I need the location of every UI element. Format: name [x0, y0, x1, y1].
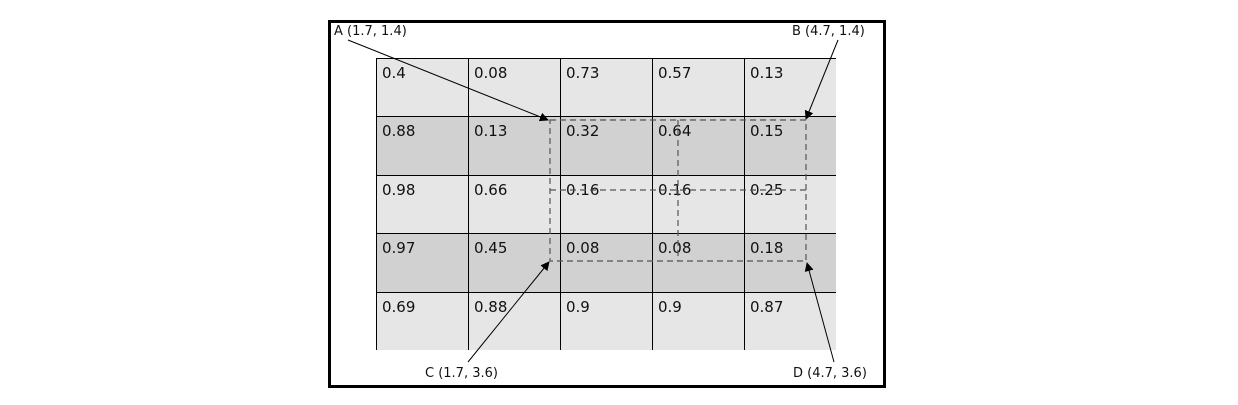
- corner-label-d: D (4.7, 3.6): [793, 366, 867, 381]
- grid-cell: 0.13: [468, 116, 560, 174]
- arrow-a: [348, 40, 548, 120]
- grid-cell: 0.57: [652, 58, 744, 116]
- grid-cell: 0.9: [652, 292, 744, 350]
- arrows: [348, 40, 838, 362]
- grid-cell: 0.88: [468, 292, 560, 350]
- grid-cell: 0.9: [560, 292, 652, 350]
- grid-cell: 0.08: [468, 58, 560, 116]
- interpolation-box: [550, 120, 806, 261]
- grid-cell: 0.13: [744, 58, 836, 116]
- grid-cell: 0.16: [560, 175, 652, 233]
- grid-cell: 0.73: [560, 58, 652, 116]
- corner-label-a: A (1.7, 1.4): [334, 24, 407, 39]
- grid-cell: 0.16: [652, 175, 744, 233]
- arrow-b: [806, 40, 838, 119]
- grid-cell: 0.45: [468, 233, 560, 291]
- grid-cell: 0.32: [560, 116, 652, 174]
- grid-cell: 0.88: [376, 116, 468, 174]
- grid-cell: 0.08: [652, 233, 744, 291]
- grid-cell: 0.98: [376, 175, 468, 233]
- arrow-d: [807, 263, 834, 362]
- corner-label-b: B (4.7, 1.4): [792, 24, 865, 39]
- corner-label-c: C (1.7, 3.6): [425, 366, 498, 381]
- grid-cell: 0.18: [744, 233, 836, 291]
- grid-cell: 0.66: [468, 175, 560, 233]
- arrow-c: [468, 262, 549, 362]
- grid-cell: 0.87: [744, 292, 836, 350]
- grid-cell: 0.15: [744, 116, 836, 174]
- grid-cell: 0.08: [560, 233, 652, 291]
- grid-cell: 0.69: [376, 292, 468, 350]
- grid-cell: 0.25: [744, 175, 836, 233]
- grid-cell: 0.97: [376, 233, 468, 291]
- grid-cell: 0.4: [376, 58, 468, 116]
- grid-cell: 0.64: [652, 116, 744, 174]
